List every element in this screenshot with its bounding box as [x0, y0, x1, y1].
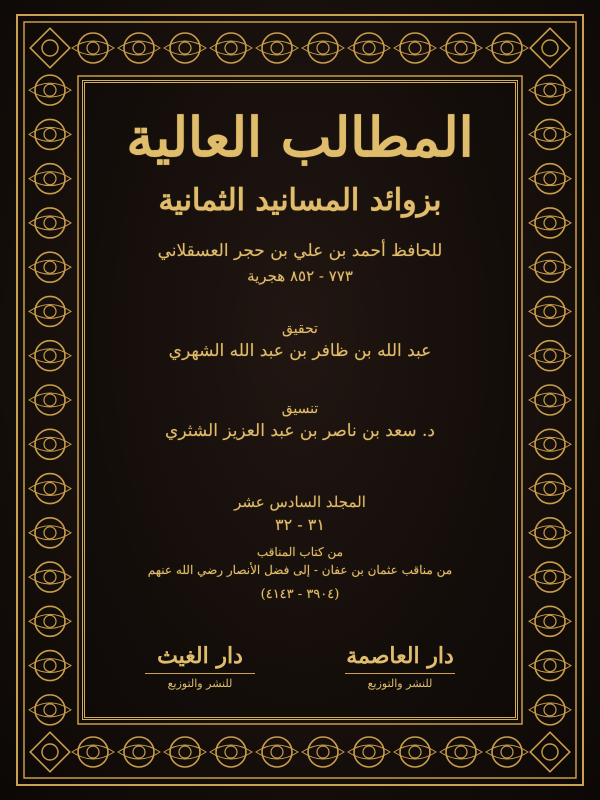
- publisher-name: دار العاصمة: [346, 643, 454, 669]
- publisher-al-ghaith: [125, 643, 275, 690]
- publisher-name: دار الغيث: [157, 643, 243, 669]
- title-panel: [82, 80, 518, 720]
- section-range: من مناقب عثمان بن عفان - إلى فضل الأنصار رضي الله عنهم: [147, 563, 453, 577]
- publisher-al-asimah: [325, 643, 475, 690]
- editor-label: تحقيق: [282, 321, 318, 337]
- author-line: للحافظ أحمد بن علي بن حجر العسقلاني: [157, 241, 443, 261]
- volume-label: المجلد السادس عشر: [234, 493, 366, 511]
- publisher-divider: [345, 673, 455, 674]
- coordinator-label: تنسيق: [281, 401, 319, 417]
- parts-range: ٣١ - ٣٢: [275, 515, 325, 534]
- author-years: ٧٧٣ - ٨٥٢ هجرية: [247, 267, 353, 285]
- coordinator-name: د. سعد بن ناصر بن عبد العزيز الشثري: [165, 421, 435, 441]
- publisher-divider: [145, 673, 255, 674]
- publisher-tagline: للنشر والتوزيع: [167, 677, 233, 690]
- editor-name: عبد الله بن ظافر بن عبد الله الشهري: [168, 341, 432, 361]
- hadith-number-range: (٣٩٠٤ - ٤١٤٣): [260, 587, 340, 602]
- book-title: المطالب العالية: [126, 105, 474, 169]
- book-section: من كتاب المناقب: [256, 545, 344, 559]
- book-subtitle: بزوائد المسانيد الثمانية: [158, 183, 442, 218]
- publisher-tagline: للنشر والتوزيع: [367, 677, 433, 690]
